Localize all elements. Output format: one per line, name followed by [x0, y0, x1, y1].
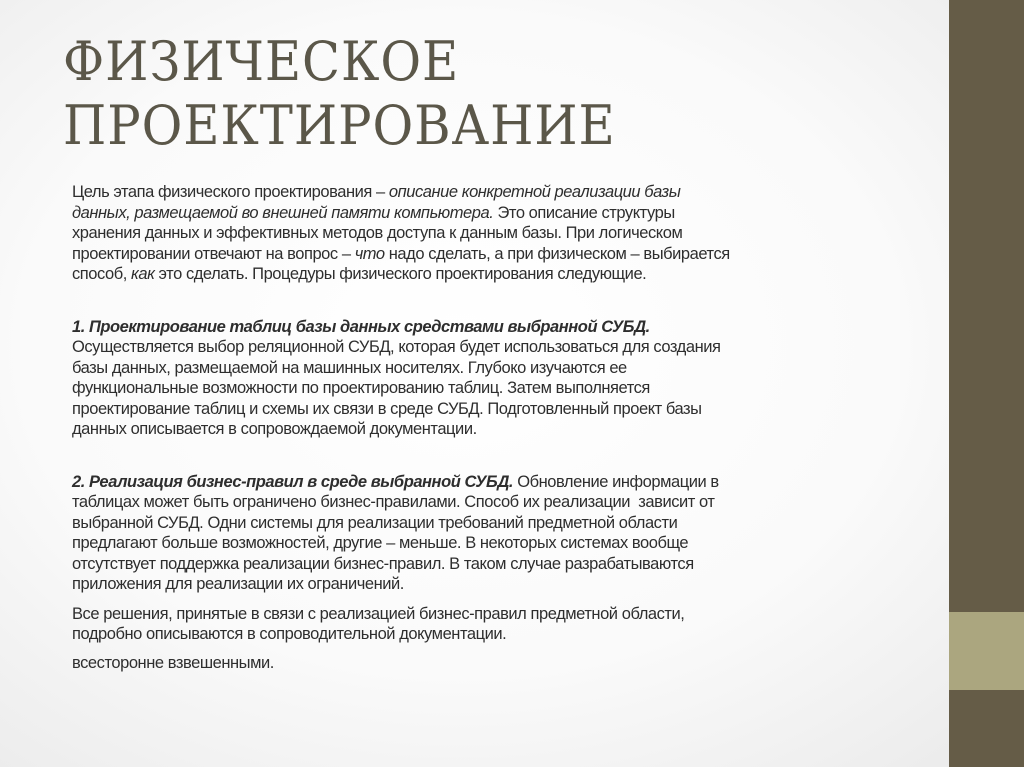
paragraph — [72, 472, 730, 595]
text-line — [72, 419, 730, 440]
body-text: проектирование таблиц и схемы их связи в среде СУБД. Подготовленный проект базы — [72, 399, 702, 418]
body-text: таблицах может быть ограничено бизнес-правилами. Способ их реализации зависит от — [72, 493, 715, 511]
text-line — [72, 574, 730, 595]
body-text: надо сделать, а при физическом – выбирается — [384, 244, 730, 263]
text-line — [72, 653, 730, 674]
body-text: предлагают больше возможностей, другие – меньше. В некоторых системах вообще — [72, 534, 689, 552]
title-line: ФИЗИЧЕСКОЕ — [63, 30, 460, 93]
body-text: подробно описываются в сопроводительной документации. — [72, 625, 507, 643]
body-text: Цель этапа физического проектирования – — [72, 183, 389, 201]
body-text: Все решения, принятые в связи с реализацией бизнес-правил предметной области, — [72, 604, 685, 623]
body-text: приложения для реализации их ограничений. — [72, 575, 404, 593]
body-text: данных описывается в сопровождаемой документации. — [72, 420, 477, 438]
text-line — [72, 513, 730, 534]
slide-body — [72, 182, 730, 673]
body-text: проектировании отвечают на вопрос – — [72, 244, 355, 263]
slide-title — [63, 30, 616, 158]
body-text: выбранной СУБД. Одни системы для реализации требований предметной области — [72, 513, 678, 532]
body-text: Обновление информации в — [513, 472, 719, 491]
text-line — [72, 624, 730, 645]
text-line — [72, 264, 730, 285]
emphasis-text: описание конкретной реализации базы — [388, 183, 681, 201]
section-heading: 1. Проектирование таблиц базы данных средствами выбранной СУБД. — [72, 317, 650, 336]
paragraph — [72, 317, 730, 440]
text-line — [72, 223, 730, 244]
text-line — [72, 604, 730, 625]
body-text: это сделать. Процедуры физического проектирования следующие. — [154, 265, 647, 283]
body-text: Осуществляется выбор реляционной СУБД, которая будет использоваться для создания — [72, 338, 721, 356]
body-text: хранения данных и эффективных методов доступа к данным базы. При логическом — [72, 224, 683, 242]
text-line — [72, 358, 730, 379]
decorative-sidebar — [949, 0, 1024, 767]
emphasis-text: как — [131, 265, 155, 283]
body-text: базы данных, размещаемой на машинных носителях. Глубоко изучаются ее — [72, 358, 627, 377]
sidebar-accent-band — [949, 612, 1024, 690]
body-text: всесторонне взвешенными. — [72, 653, 274, 672]
text-line — [72, 554, 730, 575]
text-line — [72, 472, 730, 493]
body-text: Это описание структуры — [493, 203, 675, 222]
paragraph — [72, 182, 730, 285]
title-line: ПРОЕКТИРОВАНИЕ — [63, 94, 616, 157]
body-text: функциональные возможности по проектированию таблиц. Затем выполняется — [72, 379, 650, 397]
text-line — [72, 492, 730, 513]
body-text: отсутствует поддержка реализации бизнес-правил. В таком случае разрабатываются — [72, 554, 694, 573]
text-line — [72, 182, 730, 203]
emphasis-text: данных, размещаемой во внешней памяти компьютера. — [72, 203, 494, 222]
paragraph — [72, 604, 730, 645]
text-line — [72, 337, 730, 358]
text-line — [72, 399, 730, 420]
text-line — [72, 244, 730, 265]
paragraph — [72, 653, 730, 674]
text-line — [72, 317, 730, 338]
body-text: способ, — [72, 265, 131, 283]
section-heading: 2. Реализация бизнес-правил в среде выбранной СУБД. — [72, 472, 514, 491]
text-line — [72, 378, 730, 399]
text-line — [72, 533, 730, 554]
text-line — [72, 203, 730, 224]
emphasis-text: что — [354, 244, 385, 263]
